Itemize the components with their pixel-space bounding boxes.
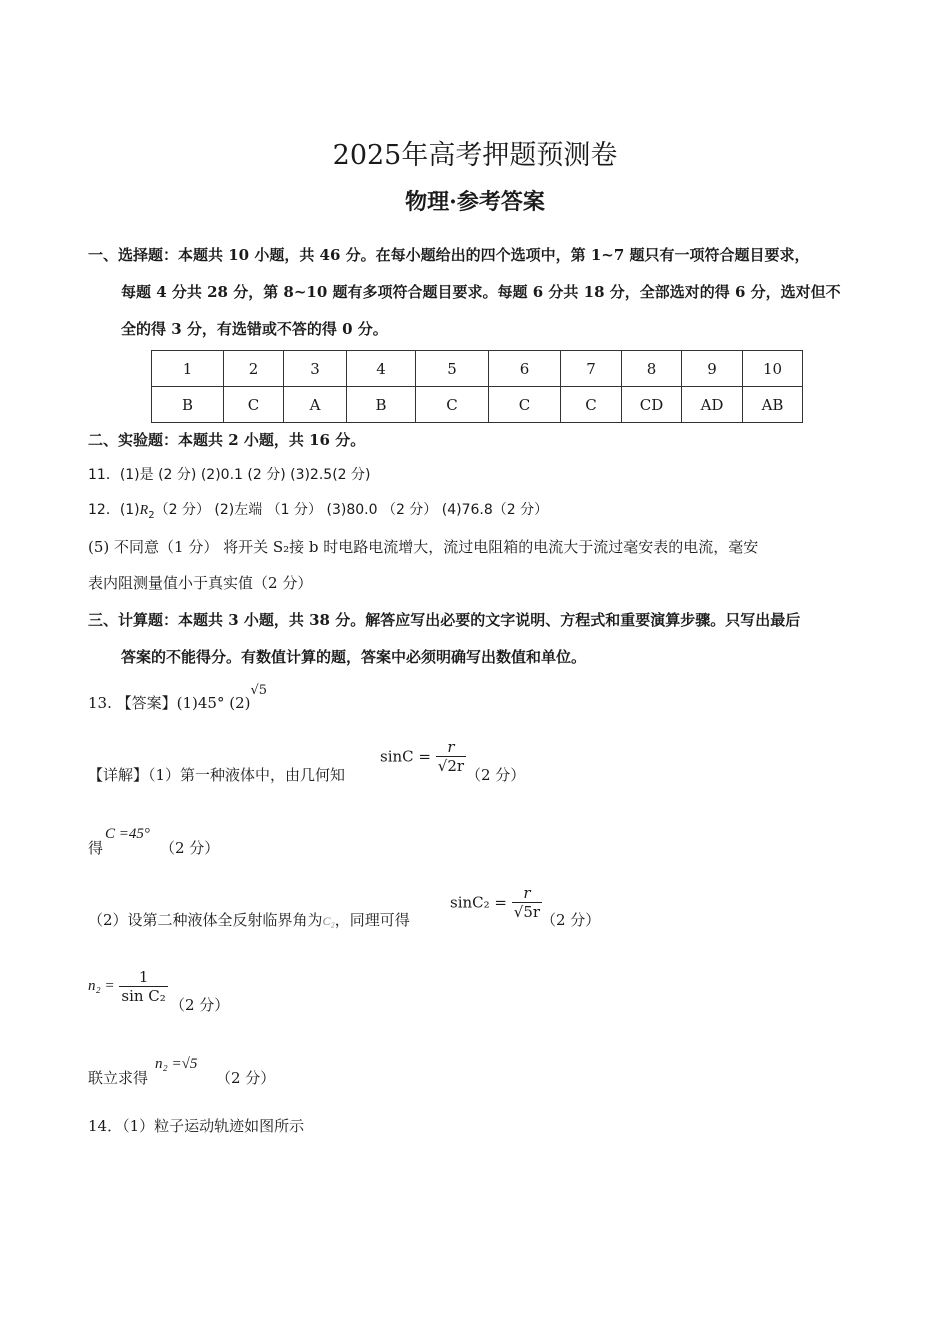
score-4: （2 分）: [170, 996, 230, 1014]
answer-table-answer-row: [152, 387, 803, 423]
table-cell: 2: [224, 351, 284, 387]
q13-answer: [88, 683, 268, 715]
table-cell: 5: [416, 351, 489, 387]
eq3-denominator: √5r: [513, 903, 541, 921]
q11-answer: 11．(1)是 (2 分) (2)0.1 (2 分) (3)2.5(2 分): [88, 467, 371, 483]
q12-prefix: 12．(1): [88, 502, 140, 518]
section3-line2: 答案的不能得分。有数值计算的题，答案中必须明确写出数值和单位。: [121, 648, 587, 666]
section1-line1: 一、选择题：本题共 10 小题，共 46 分。在每小题给出的四个选项中，第 1~7 题只有一项符合题目要求，: [88, 246, 810, 264]
section2-heading: 二、实验题：本题共 2 小题，共 16 分。: [88, 431, 366, 449]
eq3-lhs: sinC₂ =: [450, 893, 507, 912]
table-cell: 8: [622, 351, 682, 387]
table-cell: A: [284, 387, 347, 423]
q13-detail1: 【详解】（1）第一种液体中，由几何知: [88, 766, 346, 784]
table-cell: 10: [743, 351, 803, 387]
table-cell: 7: [561, 351, 622, 387]
eq1-lhs: sinC =: [380, 747, 431, 766]
q13-detail3: [88, 910, 410, 931]
q13-detail3b-text: ，同理可得: [334, 911, 410, 929]
eq1-fraction: [436, 738, 466, 775]
score-3: （2 分）: [541, 911, 601, 929]
eq3-numerator: r: [512, 884, 542, 903]
table-cell: AD: [682, 387, 743, 423]
eq1-numerator: r: [436, 738, 466, 757]
table-cell: B: [347, 387, 416, 423]
table-cell: C: [224, 387, 284, 423]
eq4-numerator: 1: [119, 968, 167, 987]
table-cell: 4: [347, 351, 416, 387]
table-cell: 9: [682, 351, 743, 387]
equation-n2: [88, 968, 168, 1005]
equation-C45: C =45°: [105, 826, 150, 842]
c2-symbol: C₂: [322, 914, 335, 928]
eq4-denominator: sin C₂: [121, 987, 166, 1005]
q13-answer-text: 13. 【答案】(1)45° (2): [88, 694, 251, 712]
q13-detail3-text: （2）设第二种液体全反射临界角为: [88, 911, 323, 929]
answer-table-number-row: [152, 351, 803, 387]
table-cell: C: [489, 387, 561, 423]
q13-answer-root: √5: [250, 683, 268, 698]
section1-line3: 全的得 3 分，有选错或不答的得 0 分。: [121, 320, 388, 338]
q12-answer: [88, 500, 548, 526]
q13-detail5: 联立求得: [88, 1069, 149, 1087]
table-cell: 3: [284, 351, 347, 387]
table-cell: 1: [152, 351, 224, 387]
equation-sinC: [380, 738, 466, 775]
table-cell: C: [416, 387, 489, 423]
score-1: （2 分）: [466, 766, 526, 784]
section1-line2: 每题 4 分共 28 分，第 8~10 题有多项符合题目要求。每题 6 分共 18 分，全部选对的得 6 分，选对但不: [121, 283, 841, 301]
q12-resistor: R: [139, 503, 149, 518]
score-5: （2 分）: [216, 1069, 276, 1087]
eq1-denominator: √2r: [437, 757, 465, 775]
score-2: （2 分）: [160, 839, 220, 857]
table-cell: 6: [489, 351, 561, 387]
q12-resistor-sub: 2: [148, 509, 155, 521]
q14-line1: 14．（1）粒子运动轨迹如图所示: [88, 1117, 305, 1135]
eq4-lhs: n₂ =: [88, 978, 115, 994]
q13-detail2: 得: [88, 839, 104, 857]
eq3-fraction: [512, 884, 542, 921]
page-subtitle: 物理·参考答案: [405, 189, 545, 215]
eq4-fraction: [119, 968, 167, 1005]
table-cell: B: [152, 387, 224, 423]
equation-n2-result: n₂ =√5: [155, 1056, 198, 1072]
table-cell: C: [561, 387, 622, 423]
equation-sinC2: [450, 884, 542, 921]
q12-part5-line1: (5) 不同意（1 分） 将开关 S₂接 b 时电路电流增大，流过电阻箱的电流大于流过毫安表的电流，毫安: [88, 538, 759, 556]
page-title: 2025年高考押题预测卷: [332, 140, 618, 171]
q12-rest: （2 分） (2)左端 （1 分） (3)80.0 （2 分） (4)76.8（2 分）: [154, 502, 549, 518]
table-cell: CD: [622, 387, 682, 423]
table-cell: AB: [743, 387, 803, 423]
section3-line1: 三、计算题：本题共 3 小题，共 38 分。解答应写出必要的文字说明、方程式和重要演算步骤。只写出最后: [88, 611, 801, 629]
answer-table: [151, 350, 803, 423]
q12-part5-line2: 表内阻测量值小于真实值（2 分）: [88, 574, 313, 592]
